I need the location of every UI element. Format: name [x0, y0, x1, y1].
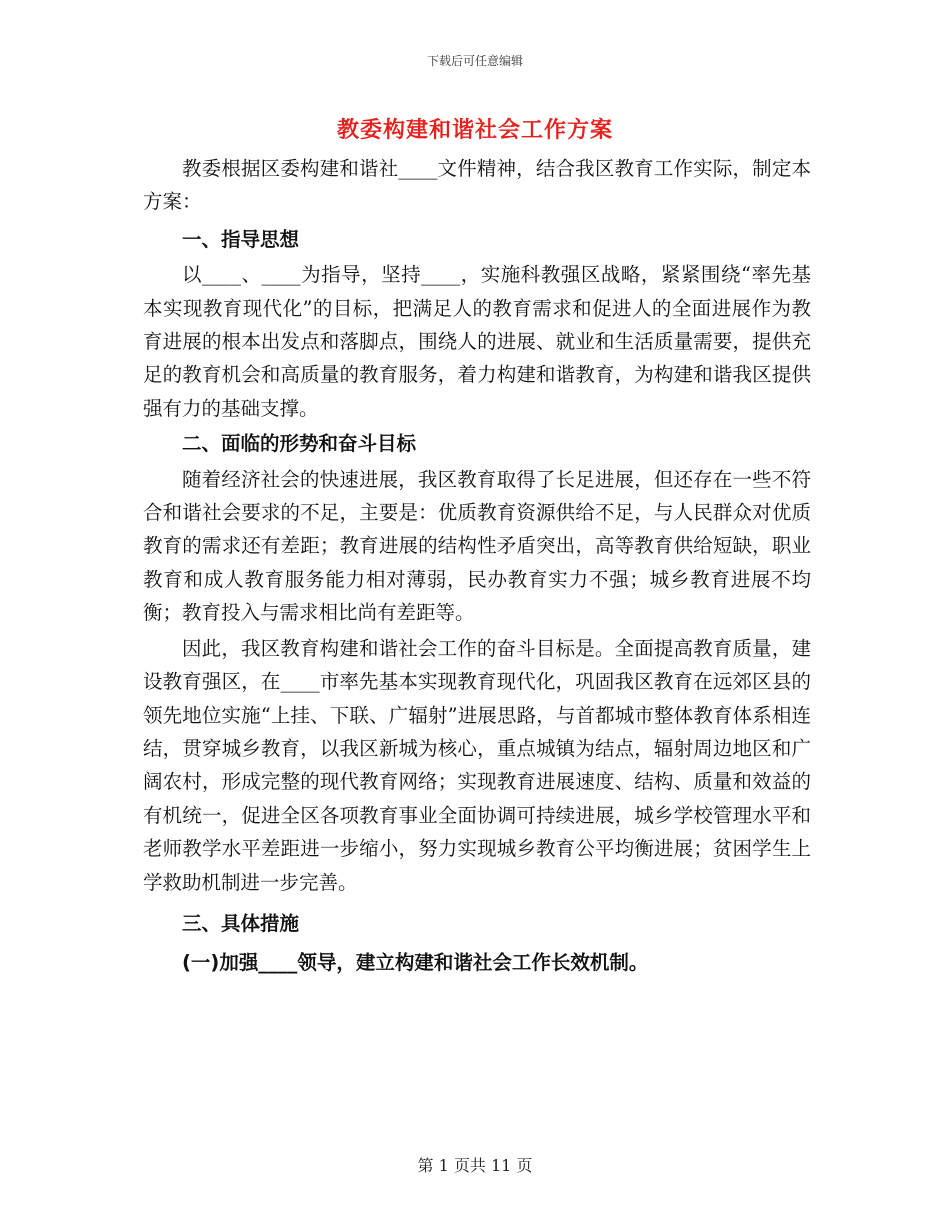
header-note: 下载后可任意编辑 — [426, 54, 523, 68]
section-heading-2: 二、面临的形势和奋斗目标 — [182, 432, 417, 456]
section-heading-3: 三、具体措施 — [182, 911, 300, 935]
document-body — [143, 152, 811, 980]
section3-subheading-1: (一)加强____领导，建立构建和谐社会工作长效机制。 — [182, 951, 649, 975]
section1-paragraph: 以____、____为指导，坚持____，实施科教强区战略，紧紧围绕“率先基本实现教育现代化”的目标，把满足人的教育需求和促进人的全面进展作为教育进展的根本出发点和落脚点，围绕人的进展、就业和生活质量需要，提供充足的教育机会和高质量的教育服务，着力构建和谐教育，为构建和谐我区提供强有力的基础支撑。 — [143, 263, 811, 420]
section2-paragraph-1: 随着经济社会的快速进展，我区教育取得了长足进展，但还存在一些不符合和谐社会要求的不足，主要是：优质教育资源供给不足，与人民群众对优质教育的需求还有差距；教育进展的结构性矛盾突出，高等教育供给短缺，职业教育和成人教育服务能力相对薄弱，民办教育实力不强；城乡教育进展不均衡；教育投入与需求相比尚有差距等。 — [143, 467, 811, 625]
section-heading-1: 一、指导思想 — [182, 227, 300, 251]
page-number: 第 1 页共 11 页 — [417, 1156, 533, 1175]
intro-paragraph: 教委根据区委构建和谐社____文件精神，结合我区教育工作实际，制定本方案： — [143, 157, 811, 214]
document-title: 教委构建和谐社会工作方案 — [336, 117, 613, 143]
section2-paragraph-2: 因此，我区教育构建和谐社会工作的奋斗目标是。全面提高教育质量，建设教育强区，在____市率先基本实现教育现代化，巩固我区教育在远郊区县的领先地位实施“上挂、下联、广辐射”进展思路，与首都城市整体教育体系相连结，贯穿城乡教育，以我区新城为核心，重点城镇为结点，辐射周边地区和广阔农村，形成完整的现代教育网络；实现教育进展速度、结构、质量和效益的有机统一，促进全区各项教育事业全面协调可持续进展，城乡学校管理水平和老师教学水平差距进一步缩小，努力实现城乡教育公平均衡进展；贫困学生上学救助机制进一步完善。 — [143, 636, 811, 894]
